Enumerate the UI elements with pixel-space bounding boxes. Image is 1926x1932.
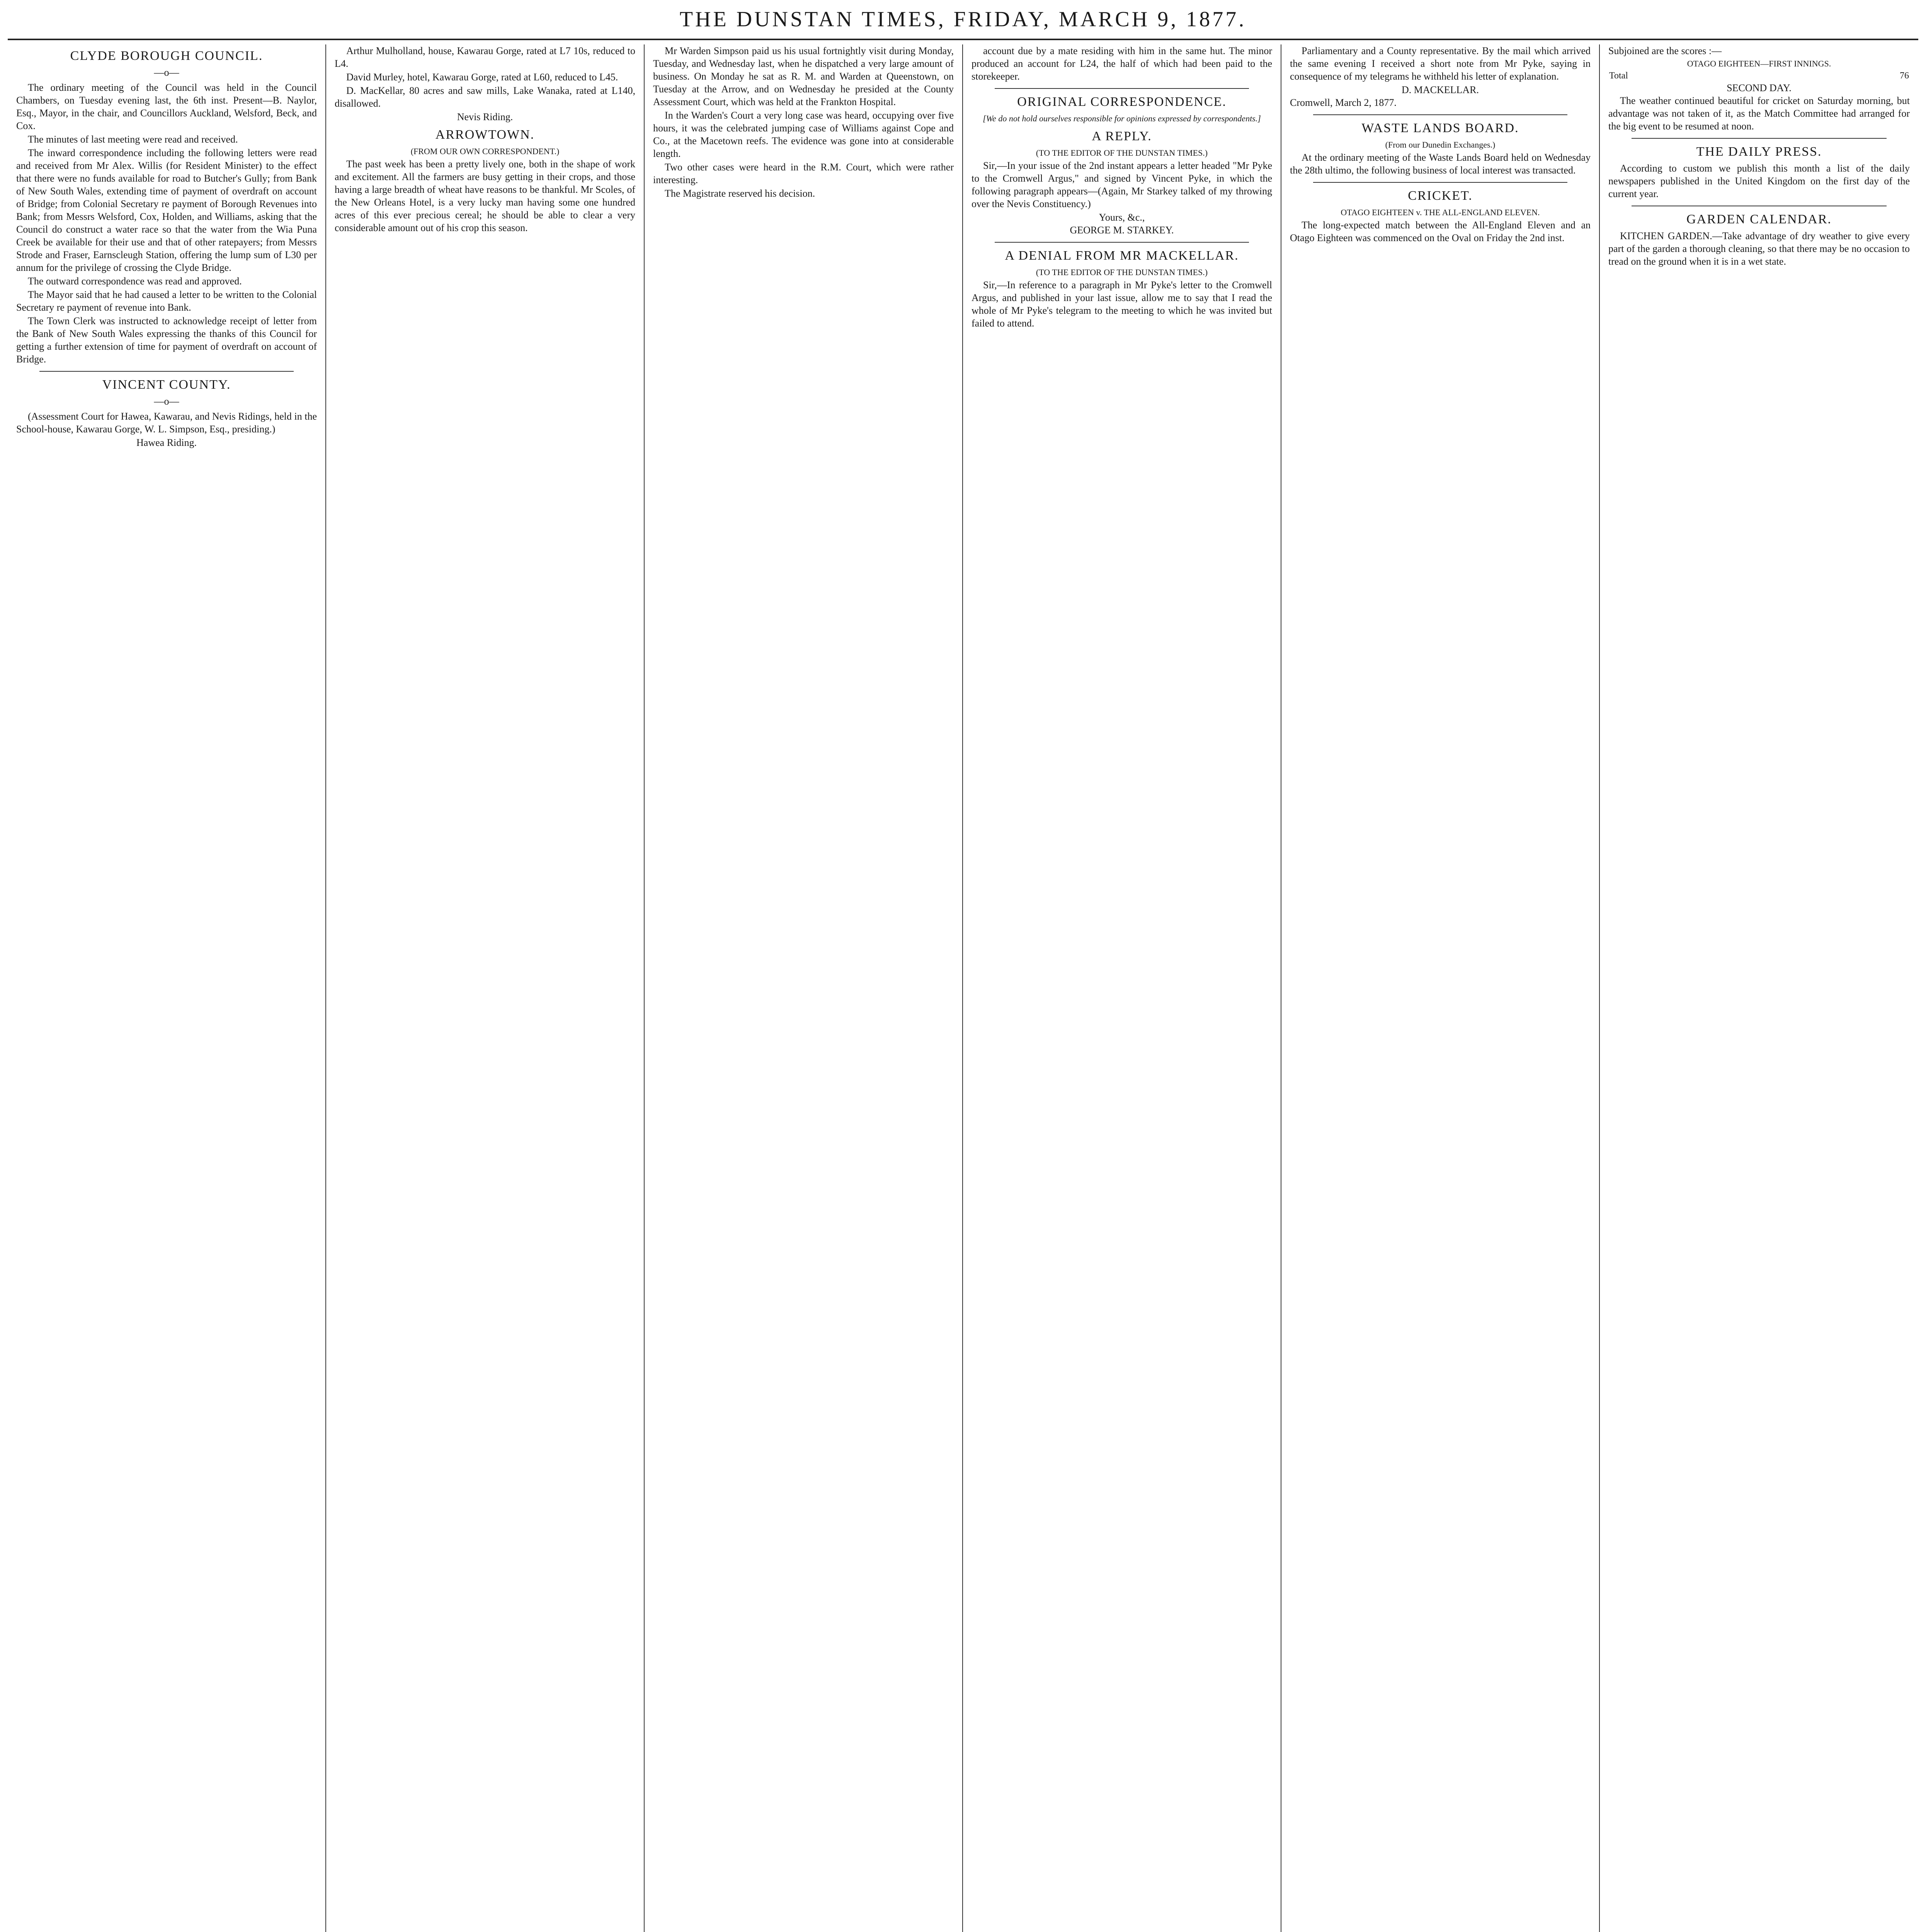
article-text: In the Warden's Court a very long case was heard, occupying over five hours, it was the celebrated jumping case of Williams against Cope and Co., at the Macetown reefs. The evidence was gone into at considerable length. [653,110,954,159]
heading-original-correspondence: ORIGINAL CORRESPONDENCE. [1017,95,1227,109]
editorial-note: [We do not hold ourselves responsible for opinions expressed by correspondents.] [983,114,1261,123]
score-table [1608,70,1910,82]
article-text: Two other cases were heard in the R.M. Court, which were rather interesting. [653,162,954,185]
article-text: Arthur Mulholland, house, Kawarau Gorge, rated at L7 10s, reduced to L4. [335,45,635,69]
heading-clyde-borough-council: CLYDE BOROUGH COUNCIL. [70,49,263,63]
column-6 [1600,44,1918,1932]
article-text: At the ordinary meeting of the Waste Lands Board held on Wednesday the 28th ultimo, the following business of local interest was transacted. [1290,152,1591,176]
signature: GEORGE M. STARKEY. [1070,224,1174,236]
article-text: The past week has been a pretty lively one, both in the shape of work and excitement. All the farmers are busy getting in their crops, and those having a large breadth of wheat have reasons to be thankful. Mr Scoles, of the New Orleans Hotel, is a very lucky man having some one hundred acres of this ever precious cereal; he should be able to clear a very considerable amount out of his crop this season. [335,158,635,233]
article-text: The weather continued beautiful for cricket on Saturday morning, but advantage was not taken of it, as the Match Committee had arranged for the big event to be resumed at noon. [1608,95,1910,132]
score-total-value: 76 [1900,71,1909,81]
masthead-rule [8,39,1918,40]
article-text: account due by a mate residing with him in the same hut. The minor produced an account for L24, the half of which had been paid to the storekeeper. [972,45,1272,82]
article-text: Sir,—In reference to a paragraph in Mr Pyke's letter to the Cromwell Argus, and published in your last issue, allow me to say that I read the whole of Mr Pyke's telegram to the meeting to which he was invited but failed to attend. [972,279,1272,329]
sub-heading: OTAGO EIGHTEEN—FIRST INNINGS. [1687,59,1831,68]
article-text: (Assessment Court for Hawea, Kawarau, and Nevis Ridings, held in the School-house, Kawarau Gorge, W. L. Simpson, Esq., presiding.) [16,411,317,435]
sub-heading: Hawea Riding. [136,437,197,448]
article-text: According to custom we publish this month a list of the daily newspapers published in the United Kingdom on the first day of the current year. [1608,163,1910,199]
column-2 [326,44,645,1932]
heading-arrowtown: ARROWTOWN. [435,128,535,142]
score-total-label: Total [1609,71,1628,81]
byline: (FROM OUR OWN CORRESPONDENT.) [410,146,560,156]
heading-daily-press: THE DAILY PRESS. [1696,145,1822,159]
column-5 [1281,44,1600,1932]
byline: (From our Dunedin Exchanges.) [1385,140,1496,150]
sub-heading: OTAGO EIGHTEEN v. THE ALL-ENGLAND ELEVEN. [1341,207,1540,217]
article-text: Sir,—In your issue of the 2nd instant appears a letter headed "Mr Pyke to the Cromwell Argus," and signed by Vincent Pyke, in which the following paragraph appears—(Again, Mr Starkey talked of my throwing over the Nevis Constituency.) [972,160,1272,209]
byline: (TO THE EDITOR OF THE DUNSTAN TIMES.) [1036,148,1208,158]
article-text: The minutes of last meeting were read and received. [28,134,238,145]
column-3 [645,44,963,1932]
signature: D. MACKELLAR. [1401,84,1479,95]
article-text: David Murley, hotel, Kawarau Gorge, rated at L60, reduced to L45. [346,71,618,83]
heading-vincent-county: VINCENT COUNTY. [102,378,231,392]
heading-waste-lands-board: WASTE LANDS BOARD. [1361,121,1519,135]
article-text: D. MacKellar, 80 acres and saw mills, Lake Wanaka, rated at L140, disallowed. [335,85,635,109]
article-text: The Town Clerk was instructed to acknowledge receipt of letter from the Bank of New South Wales expressing the thanks of this Council for getting a further extension of time for payment of overdraft on account of Bridge. [16,315,317,365]
dateline: Cromwell, March 2, 1877. [1290,97,1397,108]
heading-a-reply: A REPLY. [1092,129,1152,143]
article-text: The Magistrate reserved his decision. [665,188,815,199]
signature: Yours, &c., [1099,212,1145,223]
article-text: The inward correspondence including the following letters were read and received from Mr Alex. Willis (for Resident Minister) to the effect that there were no funds available for road to Butcher's Gully; from Bank of New South Wales, extending time of payment of overdraft on account of Bridge; from Colonial Secretary re payment of Borough Revenues into Bank; from Messrs Welsford, Cox, Holden, and Williams, asking that the Council do construct a water race so that the water from the Wia Puna Creek be available for their use and that of other ratepayers; from Messrs Strode and Fraser, Earnscleugh Station, offering the lump sum of L30 per annum for the privilege of crossing the Clyde Bridge. [16,147,317,273]
article-text: The Mayor said that he had caused a letter to be written to the Colonial Secretary re payment of revenue into Bank. [16,289,317,313]
sub-heading: SECOND DAY. [1727,82,1792,94]
masthead: THE DUNSTAN TIMES, FRIDAY, MARCH 9, 1877. [679,7,1247,31]
heading-denial: A DENIAL FROM MR MACKELLAR. [1005,248,1239,263]
article-text: Subjoined are the scores :— [1608,45,1722,56]
article-text: Parliamentary and a County representative. By the mail which arrived the same evening I received a short note from Mr Pyke, saying in consequence of my telegrams he withheld his letter of explanation. [1290,45,1591,82]
column-1: CLYDE BOROUGH COUNCIL. —o— The ordinary meeting of the Council was held in the Council Chambers, on Tuesday evening last, the 6th inst. Present—B. Naylor, Esq., Mayor, in the chair, and Councillors Auckland, Welsford, Beck, and Cox. The minutes of last meeting were read and received. The inward correspondence including the following letters were read and received from Mr Alex. Willis (for Resident Minister) to the effect that there were no funds available for road to Butcher's Gully; from Bank of New South Wales, extending time of payment of overdraft on account of Bridge; from Colonial Secretary re payment of Borough Revenues into Bank; from Messrs Welsford, Cox, Holden, and Williams, asking that the Council do construct a water race so that the water from the Wia Puna Creek be available for their use and that of other ratepayers; from Messrs Strode and Fraser, Earnscleugh Station, offering the lump sum of L30 per annum for the privilege of crossing the Clyde Bridge. The outward correspondence was read and approved. The Mayor said that he had caused a letter to be written to the Colonial Secretary re payment of revenue into Bank. The Town Clerk was instructed to acknowledge receipt of letter from the Bank of New South Wales expressing the thanks of this Council for getting a further extension of time for payment of overdraft on account of Bridge. VINCENT COUNTY. —o— (Assessment Court for Hawea, Kawarau, and Nevis Ridings, held in the School-house, Kawarau Gorge, W. L. Simpson, Esq., presiding.) Hawea Riding. [8,44,326,1932]
article-text: KITCHEN GARDEN.—Take advantage of dry weather to give every part of the garden a thorough cleaning, so that there may be no occasion to tread on the ground when it is in a wet state. [1608,230,1910,267]
column-4 [963,44,1281,1932]
byline: (TO THE EDITOR OF THE DUNSTAN TIMES.) [1036,267,1208,277]
article-text: The ordinary meeting of the Council was held in the Council Chambers, on Tuesday evening last, the 6th inst. Present—B. Naylor, Esq., Mayor, in the chair, and Councillors Auckland, Welsford, Beck, and Cox. [16,82,317,131]
sub-heading: Nevis Riding. [457,111,513,122]
article-text: The outward correspondence was read and approved. [28,276,242,287]
columns [8,44,1918,1932]
heading-garden-calendar: GARDEN CALENDAR. [1686,212,1832,226]
article-text: The long-expected match between the All-England Eleven and an Otago Eighteen was commenced on the Oval on Friday the 2nd inst. [1290,219,1591,243]
article-text: Mr Warden Simpson paid us his usual fortnightly visit during Monday, Tuesday, and Wednesday last, when he dispatched a very large amount of business. On Monday he sat as R. M. and Warden at Queenstown, on Tuesday at the Arrow, and on Wednesday he presided at the County Assessment Court, which was held at the Frankton Hospital. [653,45,954,107]
heading-cricket: CRICKET. [1408,189,1473,203]
